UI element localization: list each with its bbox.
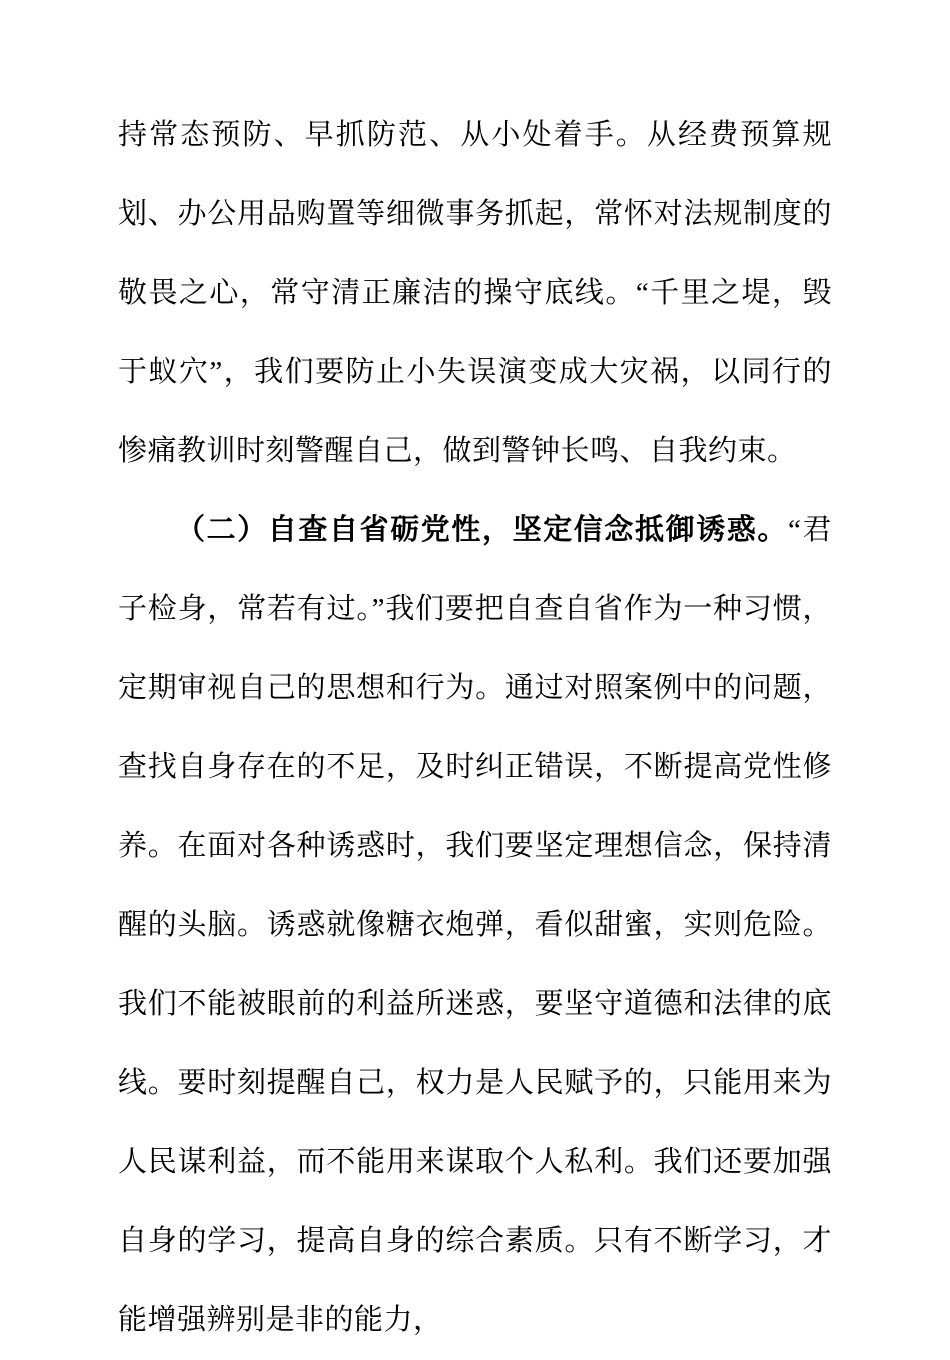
paragraph-1-text: 持常态预防、早抓防范、从小处着手。从经费预算规划、办公用品购置等细微事务抓起，常怀对法规制度的敬畏之心，常守清正廉洁的操守底线。“千里之堤，毁于蚁穴”，我们要防止小失误演变成大灾祸，以同行的惨痛教训时刻警醒自己，做到警钟长鸣、自我约束。 xyxy=(118,119,832,467)
document-body xyxy=(118,96,832,1360)
paragraph-2-heading: （二）自查自省砺党性，坚定信念抵御诱惑。 xyxy=(176,514,789,546)
paragraph-2 xyxy=(118,491,832,1360)
paragraph-1 xyxy=(118,96,832,491)
paragraph-2-text: “君子检身，常若有过。”我们要把自查自省作为一种习惯，定期审视自己的思想和行为。通过对照案例中的问题，查找自身存在的不足，及时纠正错误，不断提高党性修养。在面对各种诱惑时，我们要坚定理想信念，保持清醒的头脑。诱惑就像糖衣炮弹，看似甜蜜，实则危险。我们不能被眼前的利益所迷惑，要坚守道德和法律的底线。要时刻提醒自己，权力是人民赋予的，只能用来为人民谋利益，而不能用来谋取个人私利。我们还要加强自身的学习，提高自身的综合素质。只有不断学习，才能增强辨别是非的能力， xyxy=(118,514,832,1336)
